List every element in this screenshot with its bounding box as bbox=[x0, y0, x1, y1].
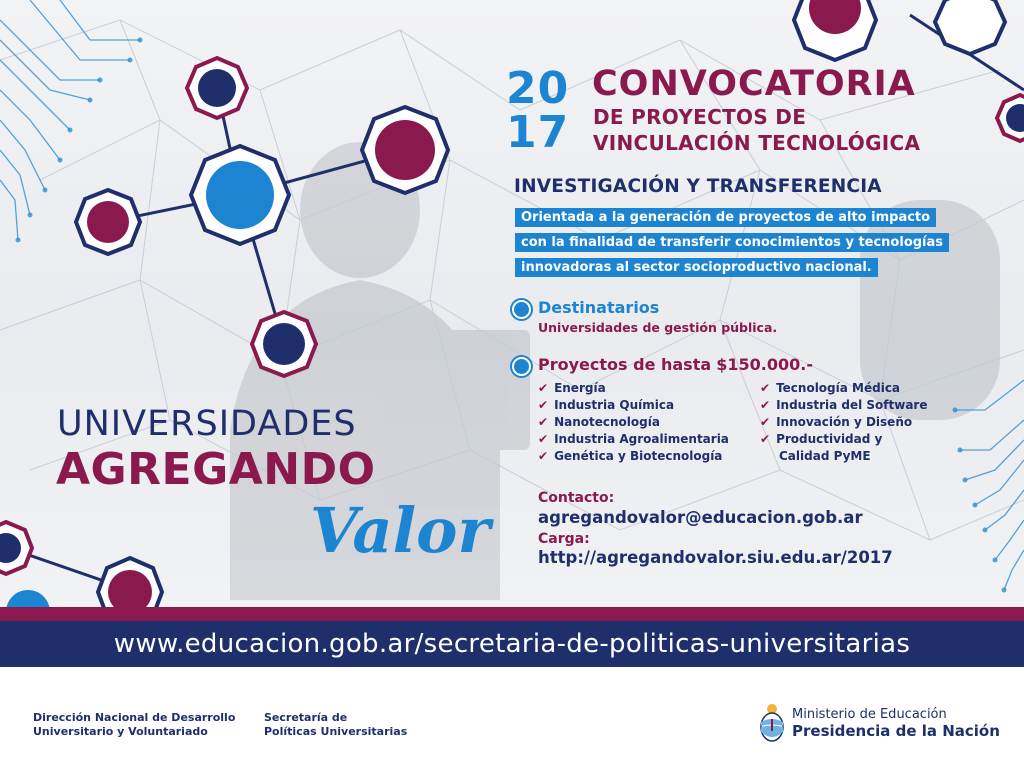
category-item: ✔ Energía bbox=[538, 381, 606, 395]
call-subtitle-line2: VINCULACIÓN TECNOLÓGICA bbox=[593, 131, 921, 155]
category-item: ✔ Industria Agroalimentaria bbox=[538, 432, 729, 446]
category-item-continuation: Calidad PyME bbox=[779, 449, 871, 463]
contact-email-link[interactable]: agregandovalor@educacion.gob.ar bbox=[538, 508, 863, 527]
contact-label: Contacto: bbox=[538, 490, 615, 506]
footer-secretaria-line2: Políticas Universitarias bbox=[264, 725, 408, 738]
purple-stripe bbox=[0, 607, 1024, 621]
category-item: ✔ Innovación y Diseño bbox=[760, 415, 913, 429]
upload-label: Carga: bbox=[538, 531, 590, 547]
ministry-line1: Ministerio de Educación bbox=[792, 707, 947, 722]
check-icon: ✔ bbox=[538, 432, 549, 446]
footer-secretaria-line1: Secretaría de bbox=[264, 711, 348, 724]
category-item: ✔ Nanotecnología bbox=[538, 415, 660, 429]
check-icon: ✔ bbox=[760, 415, 771, 429]
projects-heading bbox=[538, 355, 813, 374]
check-icon: ✔ bbox=[760, 398, 771, 412]
check-icon: ✔ bbox=[538, 381, 549, 395]
check-icon: ✔ bbox=[760, 381, 771, 395]
description-line1: Orientada a la generación de proyectos de alto impacto bbox=[515, 208, 936, 227]
ministry-line2: Presidencia de la Nación bbox=[792, 722, 1000, 740]
category-item: ✔ Tecnología Médica bbox=[760, 381, 901, 395]
projects-amount: $150.000.- bbox=[716, 355, 813, 374]
footer-direccion-line2: Universitario y Voluntariado bbox=[33, 725, 208, 738]
year-bottom: 17 bbox=[506, 107, 570, 158]
national-coat-of-arms-icon bbox=[758, 702, 786, 742]
recipients-heading: Destinatarios bbox=[538, 298, 660, 317]
call-title: CONVOCATORIA bbox=[592, 64, 916, 104]
check-icon: ✔ bbox=[538, 449, 549, 463]
section-title: INVESTIGACIÓN Y TRANSFERENCIA bbox=[514, 176, 882, 197]
bullet-icon bbox=[512, 357, 531, 376]
check-icon: ✔ bbox=[538, 398, 549, 412]
category-item: ✔ Genética y Biotecnología bbox=[538, 449, 723, 463]
category-item: ✔ Industria del Software bbox=[760, 398, 928, 412]
category-item: ✔ Industria Química bbox=[538, 398, 675, 412]
check-icon: ✔ bbox=[538, 415, 549, 429]
categories-column-2 bbox=[760, 380, 928, 465]
check-icon: ✔ bbox=[760, 432, 771, 446]
category-item: ✔ Productividad y bbox=[760, 432, 883, 446]
projects-heading-text: Proyectos de hasta bbox=[538, 355, 712, 374]
footer-direccion-line1: Dirección Nacional de Desarrollo bbox=[33, 711, 236, 724]
categories-column-1 bbox=[538, 380, 729, 465]
recipients-text: Universidades de gestión pública. bbox=[538, 320, 778, 335]
bullet-icon bbox=[512, 300, 531, 319]
call-subtitle-line1: DE PROYECTOS DE bbox=[593, 105, 807, 129]
brand-line-valor: Valor bbox=[310, 494, 491, 567]
website-link[interactable]: www.educacion.gob.ar/secretaria-de-politicas-universitarias bbox=[113, 629, 911, 659]
description-line2: con la finalidad de transferir conocimientos y tecnologías bbox=[515, 233, 949, 252]
upload-url-link[interactable]: http://agregandovalor.siu.edu.ar/2017 bbox=[538, 548, 893, 567]
year-top: 20 bbox=[506, 63, 570, 114]
description-line3: innovadoras al sector socioproductivo nacional. bbox=[515, 258, 878, 277]
brand-line-universidades: UNIVERSIDADES bbox=[57, 404, 357, 444]
brand-line-agregando: AGREGANDO bbox=[56, 444, 376, 495]
